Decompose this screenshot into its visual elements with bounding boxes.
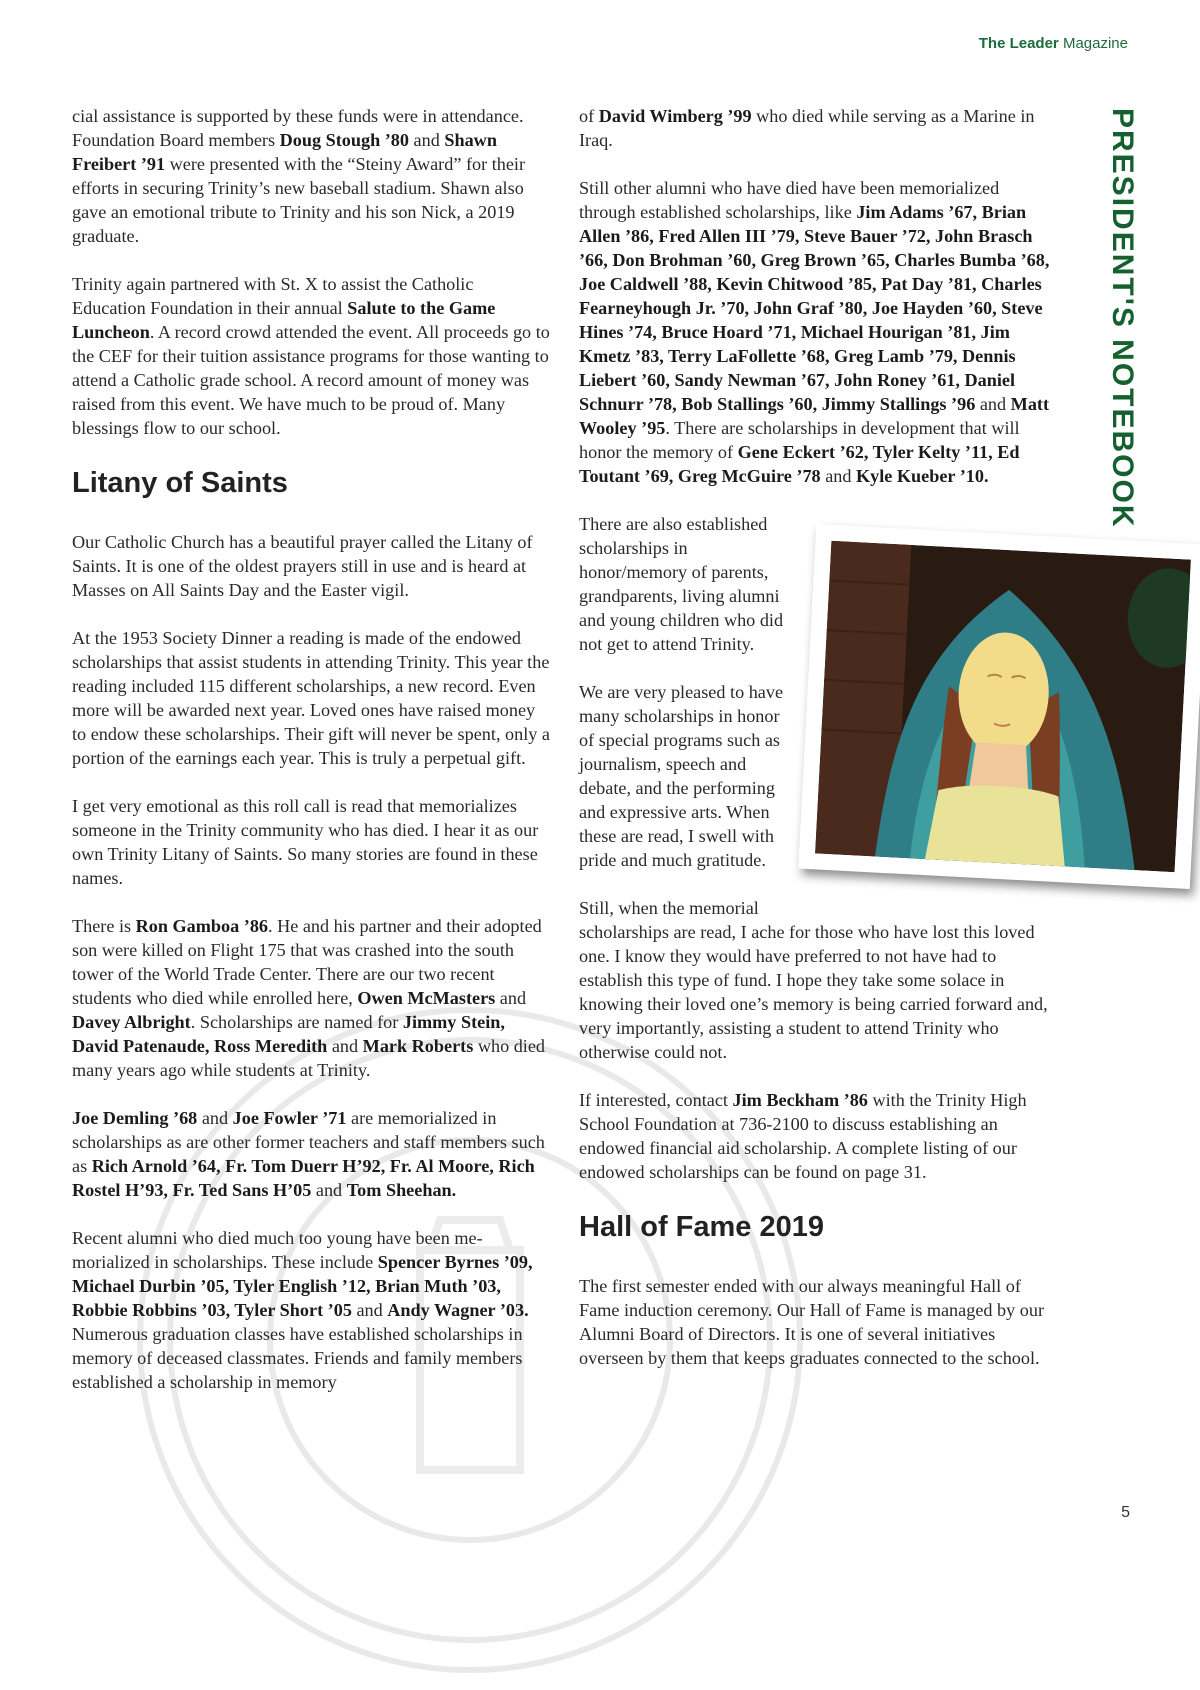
photo-frame	[797, 524, 1200, 899]
paragraph: cial assistance is supported by these funds were in attendance. Foundation Board members Doug Stough ’80 and Shawn Freibert ’91 were presented with the “Steiny Award” for their efforts in securing Trinity’s new baseball stadium. Shawn also gave an emotional tribute to Trinity and his son Nick, a 2019 graduate.	[72, 106, 526, 246]
paragraph: There are also established scholarships in honor/memory of parents, grandparents, living alumni and young children who did not get to attend Trinity.	[579, 514, 784, 654]
paragraph: of David Wimberg ’99 who died while serving as a Marine in Iraq.	[579, 106, 1035, 150]
paragraph: If interested, contact Jim Beckham ’86 with the Trinity High School Foundation at 736-2100 to discuss establishing an endowed financial aid scholarship. A complete listing of our endowed scholarships can be found on page 31.	[579, 1090, 1027, 1182]
right-column	[579, 104, 1057, 1370]
section-tab: PRESIDENT'S NOTEBOOK	[1106, 108, 1139, 529]
paragraph: Recent alumni who died much too young have been memorialized in scholarships. These include Spencer Byrnes ’09, Michael Durbin ’05, Tyler English ’12, Brian Muth ’03, Robbie Robbins ’03, Tyler Short ’05 and Andy Wagner ’03. Numerous graduation classes have established scholarships in memory of deceased classmates. Friends and family members established a scholarship in memory	[72, 1228, 533, 1392]
brand-name: The Leader	[978, 35, 1059, 52]
paragraph: I get very emotional as this roll call is read that memorializes someone in the Trinity community who has died. I hear it as our own Trinity Litany of Saints. So many stories are found in these names.	[72, 796, 539, 888]
paragraph: Our Catholic Church has a beautiful prayer called the Litany of Saints. It is one of the oldest prayers still in use and is heard at Masses on All Saints Day and the Easter vigil.	[72, 532, 533, 600]
paragraph: Joe Demling ’68 and Joe Fowler ’71 are memorialized in scholarships as are other former teachers and staff members such as Rich Arnold ’64, Fr. Tom Duerr H’92, Fr. Al Moore, Rich Rostel H’93, Fr. Ted Sans H’05 and Tom Sheehan.	[72, 1108, 545, 1200]
page-number: 5	[1121, 1504, 1130, 1521]
paragraph: We are very pleased to have many scholarships in honor of special programs such as journalism, speech and debate, and the performing and expressive arts. When these are read, I swell with pride and much gratitude.	[579, 682, 784, 870]
left-column	[72, 104, 550, 1394]
paragraph: Still, when the memorial scholarships are read, I ache for those who have lost this loved one. I know they would have preferred to not have had to establish this type of fund. I hope they take some solace in knowing their loved one’s memory is being carried forward and, very importantly, assisting a student to attend Trinity who otherwise could not.	[579, 898, 1048, 1062]
section-heading: Litany of Saints	[72, 467, 288, 499]
magazine-label: Magazine	[1062, 35, 1128, 52]
section-heading: Hall of Fame 2019	[579, 1211, 824, 1243]
paragraph: At the 1953 Society Dinner a reading is made of the endowed scholarships that assist students in attending Trinity. This year the reading included 115 different scholarships, a new record. Even more will be awarded next year. Loved ones have raised money to endow these scholarships. Their gift will never be spent, only a portion of the earnings each year. This is truly a perpetual gift.	[72, 628, 550, 768]
statue-photo-icon	[815, 541, 1191, 872]
paragraph: Still other alumni who have died have been memorialized through established scholarships, like Jim Adams ’67, Brian Allen ’86, Fred Allen III ’79, Steve Bauer ’72, John Brasch ’66, Don Brohman ’60, Greg Brown ’65, Charles Bumba ’68, Joe Caldwell ’88, Kevin Chitwood ’85, Pat Day ’81, Charles Fearneyhough Jr. ’70, John Graf ’80, Joe Hayden ’60, Steve Hines ’74, Bruce Hoard ’71, Michael Hourigan ’81, Jim Kmetz ’83, Terry LaFollette ’68, Greg Lamb ’79, Dennis Liebert ’60, Sandy Newman ’67, John Roney ’61, Daniel Schnurr ’78, Bob Stallings ’60, Jimmy Stallings ’96 and Matt Wooley ’95. There are scholarships in development that will honor the memory of Gene Eckert ’62, Tyler Kelty ’11, Ed Toutant ’69, Greg McGuire ’78 and Kyle Kueber ’10.	[579, 178, 1050, 486]
paragraph: The first semester ended with our always meaningful Hall of Fame induction ceremony. Our Hall of Fame is managed by our Alumni Board of Directors. It is one of several initiatives overseen by them that keeps graduates connected to the school.	[579, 1276, 1045, 1368]
paragraph: There is Ron Gamboa ’86. He and his partner and their adopted son were killed on Flight 175 that was crashed into the south tower of the World Trade Center. There are our two recent students who died while enrolled here, Owen McMasters and Davey Albright. Scholarships are named for Jimmy Stein, David Patenaude, Ross Meredith and Mark Roberts who died many years ago while students at Trinity.	[72, 916, 546, 1080]
statue-photo	[798, 524, 1200, 889]
masthead	[979, 35, 1128, 52]
paragraph: Trinity again partnered with St. X to assist the Catholic Education Foundation in their annual Salute to the Game Luncheon. A record crowd attended the event. All proceeds go to the CEF for their tuition assistance programs for those wanting to attend a Catholic grade school. A record amount of money was raised from this event. We have much to be proud of. Many blessings flow to our school.	[72, 274, 550, 438]
